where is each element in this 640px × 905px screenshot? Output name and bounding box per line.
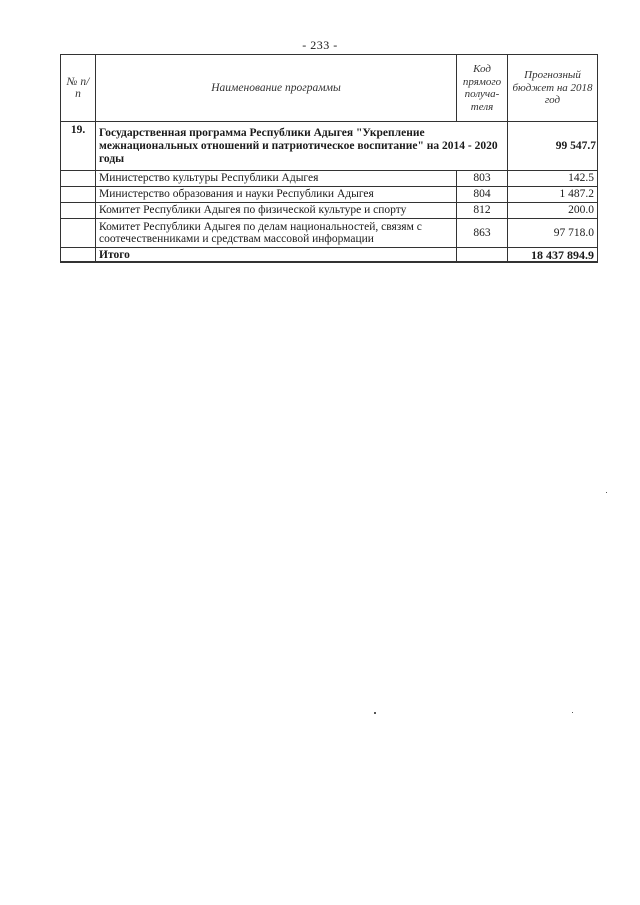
row-code: 863 (457, 219, 508, 248)
program-num: 19. (61, 122, 96, 171)
scan-speck (374, 712, 376, 714)
row-amount: 97 718.0 (508, 219, 598, 248)
row-num-cell (61, 187, 96, 203)
row-code: 804 (457, 187, 508, 203)
program-name: Государственная программа Республики Адыгея "Укрепление межнациональных отношений и патриотическое воспитание" на 2014 - 2020 годы (96, 122, 508, 171)
total-label: Итого (96, 248, 457, 263)
row-amount: 1 487.2 (508, 187, 598, 203)
scan-speck (606, 492, 607, 493)
row-code: 803 (457, 171, 508, 187)
scan-speck (572, 712, 573, 713)
total-code-cell (457, 248, 508, 263)
table-row (61, 219, 598, 248)
header-num: № п/п (61, 55, 96, 122)
row-name: Министерство образования и науки Республики Адыгея (96, 187, 457, 203)
row-name: Комитет Республики Адыгея по физической культуре и спорту (96, 203, 457, 219)
table-row (61, 187, 598, 203)
header-budget: Прогнозный бюджет на 2018 год (508, 55, 598, 122)
table-row (61, 171, 598, 187)
total-num-cell (61, 248, 96, 263)
row-amount: 142.5 (508, 171, 598, 187)
row-name: Комитет Республики Адыгея по делам национальностей, связям с соотечественниками и средствам массовой информации (96, 219, 457, 248)
page-number: - 233 - (302, 38, 338, 52)
row-num-cell (61, 203, 96, 219)
total-row (61, 248, 598, 263)
header-name: Наименование программы (96, 55, 457, 122)
header-code: Код прямого получа-теля (457, 55, 508, 122)
row-code: 812 (457, 203, 508, 219)
row-name: Министерство культуры Республики Адыгея (96, 171, 457, 187)
row-amount: 200.0 (508, 203, 598, 219)
program-amount: 99 547.7 (508, 122, 598, 171)
program-row (61, 122, 598, 171)
table-row (61, 203, 598, 219)
budget-table (60, 54, 598, 263)
row-num-cell (61, 171, 96, 187)
table-header-row (61, 55, 598, 122)
total-amount: 18 437 894.9 (508, 248, 598, 263)
row-num-cell (61, 219, 96, 248)
